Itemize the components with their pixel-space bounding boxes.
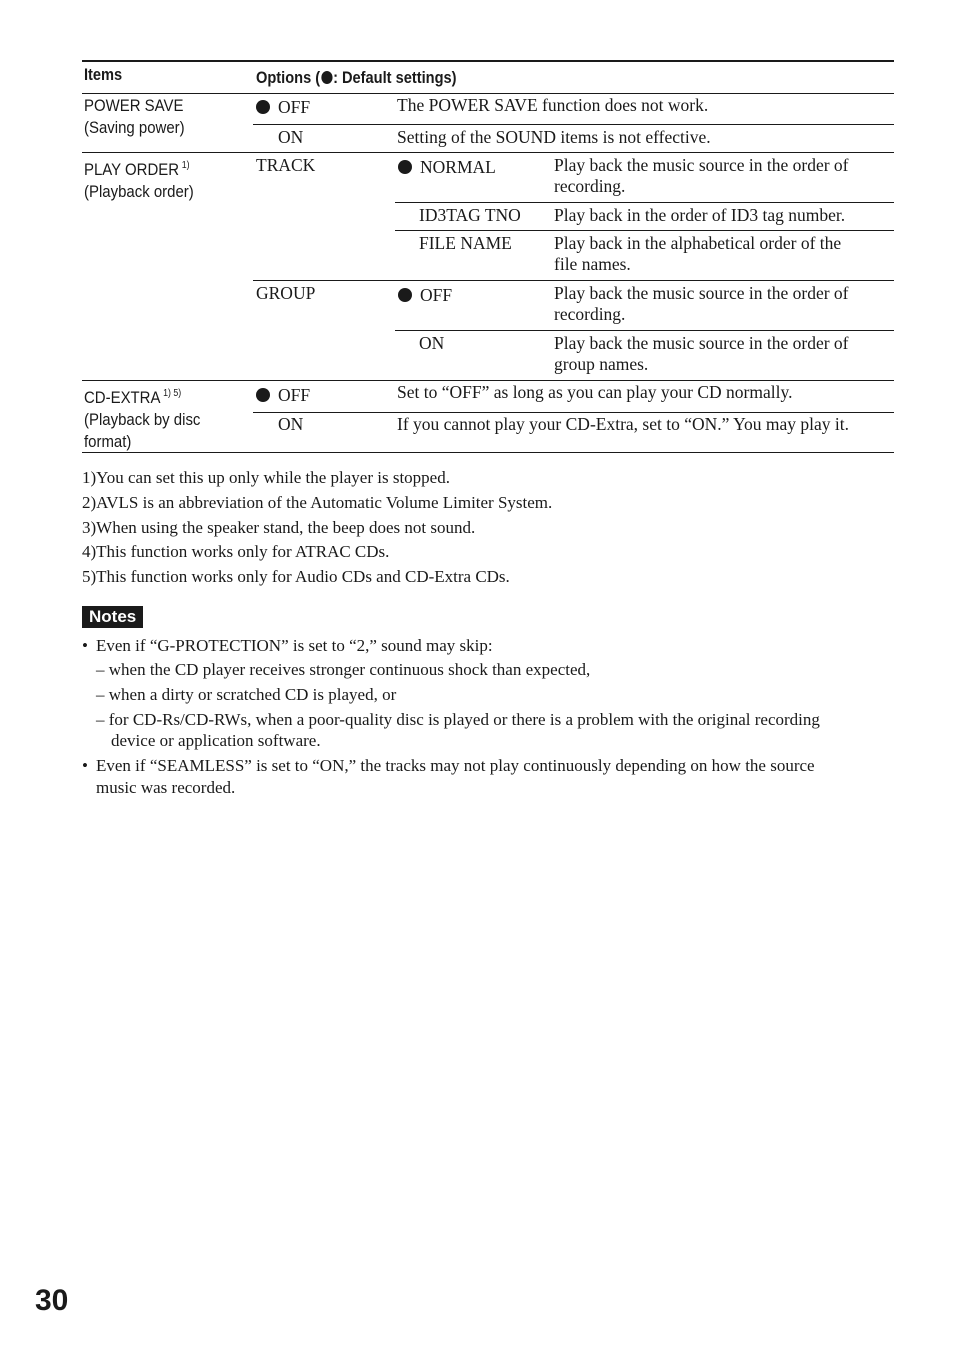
table-top-rule bbox=[82, 60, 894, 62]
header-items: Items bbox=[84, 65, 123, 84]
item-description: (Playback by disc bbox=[84, 410, 201, 429]
description-line: file names. bbox=[554, 254, 631, 274]
option-label: FILE NAME bbox=[419, 233, 512, 253]
note-item-continued: music was recorded. bbox=[96, 778, 236, 797]
notes-heading: Notes bbox=[82, 606, 143, 628]
table-row-divider bbox=[82, 380, 894, 381]
option-label: OFF bbox=[278, 97, 311, 117]
item-description: (Playback order) bbox=[84, 182, 194, 201]
note-bullet-icon: • bbox=[82, 756, 88, 775]
option-label: OFF bbox=[278, 385, 311, 405]
note-subitem-continued: device or application software. bbox=[111, 731, 321, 750]
note-subitem: – when a dirty or scratched CD is played, or bbox=[96, 685, 397, 704]
option-label: ON bbox=[278, 414, 304, 434]
description-line: Play back the music source in the order of bbox=[554, 333, 849, 353]
option-description bbox=[554, 155, 849, 197]
description-line: recording. bbox=[554, 304, 626, 324]
item-name: PLAY ORDER bbox=[84, 160, 180, 179]
item-play-order bbox=[84, 155, 194, 203]
default-bullet-icon bbox=[398, 160, 412, 174]
default-bullet-icon bbox=[398, 288, 412, 302]
note-item: Even if “SEAMLESS” is set to “ON,” the tracks may not play continuously depending on how the source bbox=[96, 756, 815, 775]
item-cd-extra bbox=[84, 383, 200, 453]
table-row-divider bbox=[253, 280, 894, 281]
option-description: The POWER SAVE function does not work. bbox=[397, 95, 709, 115]
option-label: NORMAL bbox=[420, 157, 496, 177]
footnote: 5)This function works only for Audio CDs and CD-Extra CDs. bbox=[82, 567, 510, 587]
description-line: Play back the music source in the order of bbox=[554, 155, 849, 175]
header-options-suffix: : Default settings) bbox=[333, 68, 457, 87]
option-description: Play back in the order of ID3 tag number. bbox=[554, 205, 846, 225]
footnote: 2)AVLS is an abbreviation of the Automatic Volume Limiter System. bbox=[82, 492, 553, 512]
table-row-divider bbox=[82, 152, 894, 153]
option-off-default bbox=[256, 97, 310, 118]
note-subitem: – for CD-Rs/CD-RWs, when a poor-quality disc is played or there is a problem with the original recording bbox=[96, 710, 820, 729]
group-label-track: TRACK bbox=[256, 155, 316, 175]
table-row-divider bbox=[395, 230, 894, 231]
footnote: 3)When using the speaker stand, the beep does not sound. bbox=[82, 517, 476, 537]
footnote-ref: 1) 5) bbox=[163, 388, 182, 399]
header-options bbox=[256, 68, 457, 88]
option-label: ID3TAG TNO bbox=[419, 205, 521, 225]
table-row-divider bbox=[395, 330, 894, 331]
description-line: Play back the music source in the order of bbox=[554, 283, 849, 303]
option-description: If you cannot play your CD-Extra, set to “ON.” You may play it. bbox=[397, 414, 850, 434]
item-name: CD-EXTRA bbox=[84, 388, 161, 407]
item-description: format) bbox=[84, 432, 132, 451]
page-number: 30 bbox=[35, 1284, 69, 1317]
option-description: Setting of the SOUND items is not effective. bbox=[397, 127, 711, 147]
option-normal-default bbox=[398, 157, 496, 178]
footnote: 4)This function works only for ATRAC CDs. bbox=[82, 542, 390, 562]
default-bullet-icon bbox=[256, 388, 270, 402]
option-label: ON bbox=[419, 333, 445, 353]
table-header-rule bbox=[82, 93, 894, 94]
group-label-group: GROUP bbox=[256, 283, 316, 303]
table-row-divider bbox=[253, 412, 894, 413]
option-label: OFF bbox=[420, 285, 453, 305]
description-line: recording. bbox=[554, 176, 626, 196]
footnotes bbox=[82, 468, 552, 592]
description-line: group names. bbox=[554, 354, 649, 374]
table-row-divider bbox=[395, 202, 894, 203]
item-name: POWER SAVE bbox=[84, 96, 184, 115]
footnote: 1)You can set this up only while the player is stopped. bbox=[82, 468, 450, 487]
note-item: Even if “G-PROTECTION” is set to “2,” sound may skip: bbox=[96, 636, 493, 655]
note-bullet-icon: • bbox=[82, 636, 88, 655]
item-description: (Saving power) bbox=[84, 118, 185, 137]
item-power-save bbox=[84, 95, 185, 139]
option-off-default bbox=[256, 385, 310, 406]
option-description bbox=[554, 283, 849, 325]
option-off-default bbox=[398, 285, 452, 306]
table-bottom-rule bbox=[82, 452, 894, 453]
table-row-divider bbox=[253, 124, 894, 125]
option-description bbox=[554, 233, 841, 275]
option-label: ON bbox=[278, 127, 304, 147]
header-options-prefix: Options ( bbox=[256, 68, 321, 87]
description-line: Play back in the alphabetical order of the bbox=[554, 233, 842, 253]
option-description: Set to “OFF” as long as you can play your CD normally. bbox=[397, 382, 793, 402]
default-bullet-icon bbox=[256, 100, 270, 114]
option-description bbox=[554, 333, 849, 375]
default-bullet-icon bbox=[321, 71, 332, 84]
footnote-ref: 1) bbox=[181, 160, 190, 171]
note-subitem: – when the CD player receives stronger continuous shock than expected, bbox=[96, 660, 591, 679]
